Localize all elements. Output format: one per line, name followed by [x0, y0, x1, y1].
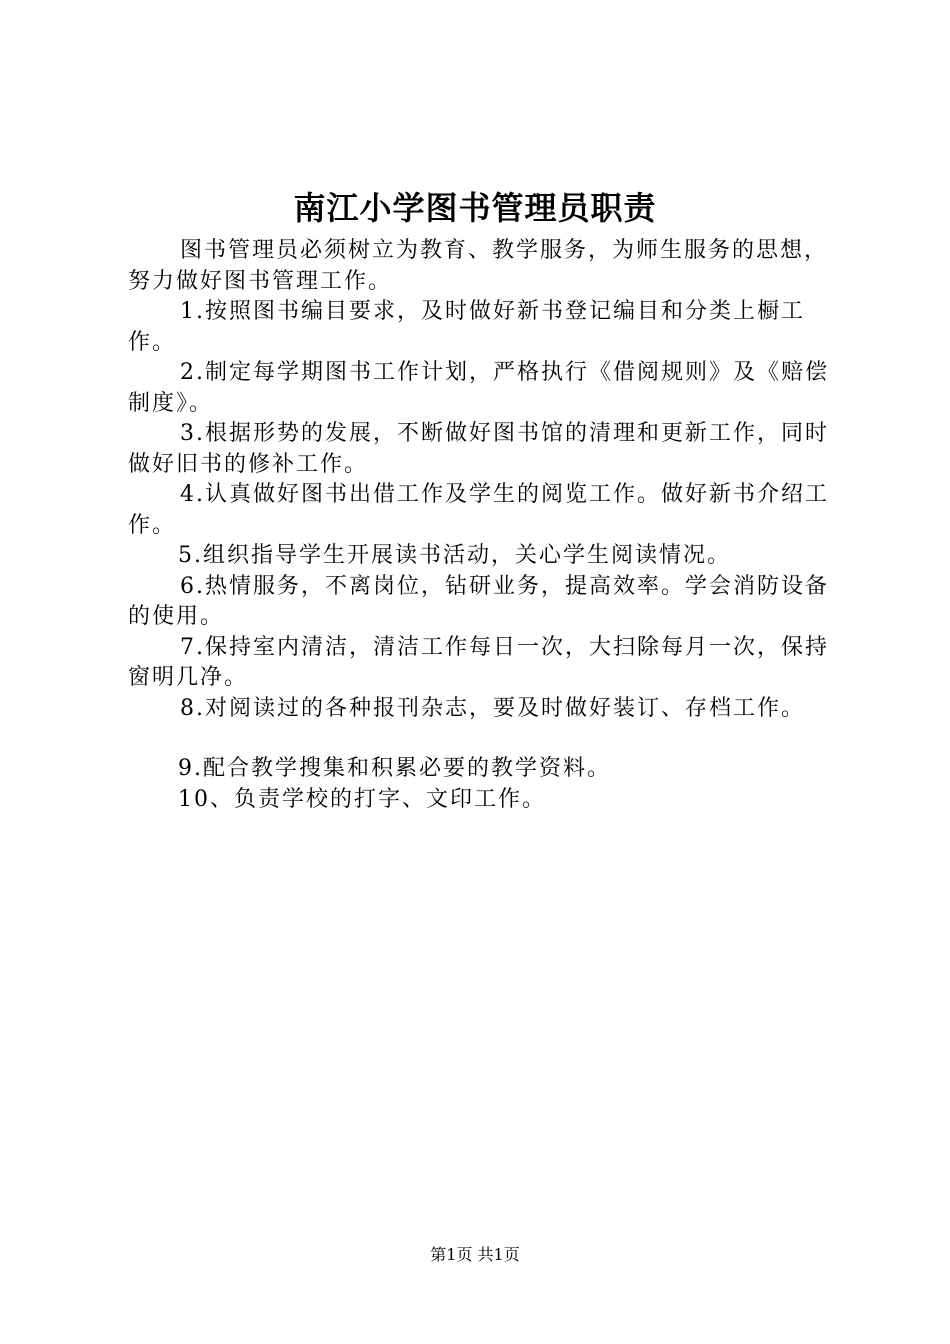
paragraph-item-4: 4.认真做好图书出借工作及学生的阅览工作。做好新书介绍工作。 — [128, 482, 829, 538]
paragraph-item-5: 5.组织指导学生开展读书活动，关心学生阅读情况。 — [178, 543, 731, 568]
paragraph-item-1: 1.按照图书编目要求，及时做好新书登记编目和分类上橱工作。 — [128, 299, 805, 355]
page-footer: 第1页 共1页 — [430, 1245, 520, 1264]
paragraph-item-10: 10、负责学校的打字、文印工作。 — [178, 786, 546, 812]
paragraph-item-6: 6.热情服务，不离岗位，钻研业务，提高效率。学会消防设备的使用。 — [128, 573, 829, 629]
paragraph-item-8: 8.对阅读过的各种报刊杂志，要及时做好装订、存档工作。 — [180, 695, 805, 721]
paragraph-item-9: 9.配合教学搜集和积累必要的教学资料。 — [178, 756, 611, 781]
document-title: 南江小学图书管理员职责 — [293, 189, 657, 227]
paragraph-item-7: 7.保持室内清洁，清洁工作每日一次，大扫除每月一次，保持窗明几净。 — [128, 634, 829, 690]
paragraph-intro: 图书管理员必须树立为教育、教学服务，为师生服务的思想，努力做好图书管理工作。 — [128, 238, 829, 294]
paragraph-item-3: 3.根据形势的发展，不断做好图书馆的清理和更新工作，同时做好旧书的修补工作。 — [128, 421, 829, 477]
paragraph-item-2: 2.制定每学期图书工作计划，严格执行《借阅规则》及《赔偿制度》。 — [128, 360, 829, 416]
document-body — [128, 236, 848, 815]
